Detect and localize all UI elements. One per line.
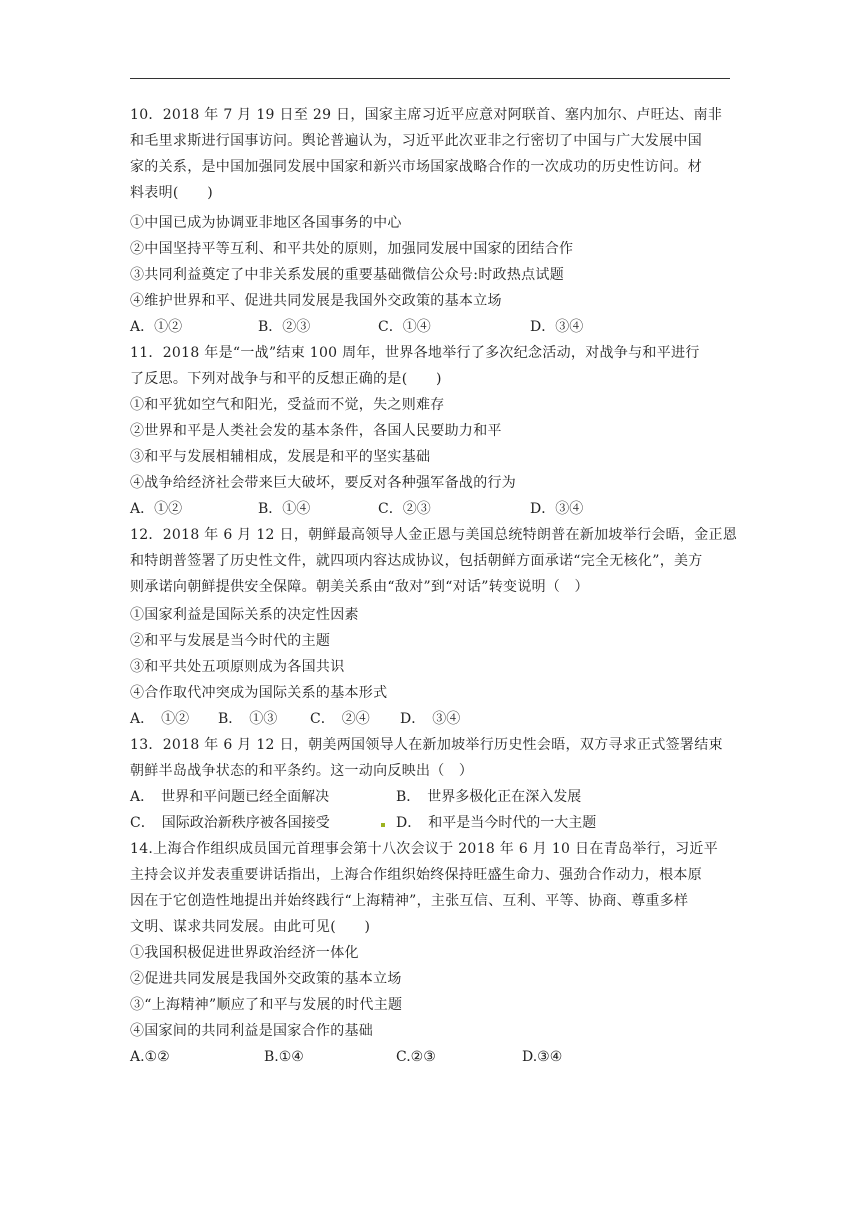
- q12-stem-line-3: 则承诺向朝鲜提供安全保障。朝美关系由“敌对”到“对话”转变说明（ ）: [130, 579, 589, 595]
- q14-stem-line-4: 文明、谋求共同发展。由此可见( ): [130, 919, 371, 935]
- q11-statement-4: ④战争给经济社会带来巨大破坏，要反对各种强军备战的行为: [130, 475, 517, 491]
- q14-statement-4: ④国家间的共同利益是国家合作的基础: [130, 1023, 374, 1039]
- q12-option-a: A． ①②: [130, 711, 190, 727]
- q10-stem-line-4: 料表明( ): [130, 185, 214, 201]
- q12-statement-2: ②和平与发展是当今时代的主题: [130, 633, 331, 649]
- q10-option-b: B．②③: [258, 319, 311, 335]
- q11-statement-3: ③和平与发展相辅相成，发展是和平的坚实基础: [130, 449, 431, 465]
- q14-stem-line-3: 因在于它创造性地提出并始终践行“上海精神”，主张互信、互利、平等、协商、尊重多样: [130, 893, 689, 909]
- q12-stem-line-1: 12．2018 年 6 月 12 日，朝鲜最高领导人金正恩与美国总统特朗普在新加坡举行会晤，金正恩: [130, 527, 738, 543]
- q10-statement-2: ②中国坚持平等互利、和平共处的原则，加强同发展中国家的团结合作: [130, 241, 574, 257]
- q14-stem-line-1: 14.上海合作组织成员国元首理事会第十八次会议于 2018 年 6 月 10 日在青岛举行，习近平: [130, 841, 719, 857]
- q13-stem-line-2: 朝鲜半岛战争状态的和平条约。这一动向反映出（ ）: [130, 763, 474, 779]
- q12-option-c: C． ②④: [310, 711, 370, 727]
- q13-option-c: C． 国际政治新秩序被各国接受: [130, 815, 330, 831]
- q14-option-a: A.①②: [130, 1049, 170, 1065]
- q10-stem-line-1: 10．2018 年 7 月 19 日至 29 日，国家主席习近平应意对阿联首、塞内加尔、卢旺达、南非: [130, 107, 723, 123]
- q12-stem-line-2: 和特朗普签署了历史性文件，就四项内容达成协议，包括朝鲜方面承诺“完全无核化”，美方: [130, 553, 703, 569]
- q13-option-a: A． 世界和平问题已经全面解决: [130, 789, 330, 805]
- header-rule: [130, 78, 730, 79]
- q10-option-d: D．③④: [530, 319, 584, 335]
- q10-stem-line-3: 家的关系，是中国加强同发展中国家和新兴市场国家战略合作的一次成功的历史性访问。材: [130, 159, 702, 175]
- q13-option-d: D． 和平是当今时代的一大主题: [396, 815, 597, 831]
- q14-option-c: C.②③: [396, 1049, 436, 1065]
- green-dot-mark: [381, 823, 385, 827]
- q14-statement-1: ①我国积极促进世界政治经济一体化: [130, 945, 359, 961]
- q11-option-b: B．①④: [258, 501, 311, 517]
- q11-option-a: A．①②: [130, 501, 183, 517]
- q12-statement-1: ①国家利益是国际关系的决定性因素: [130, 607, 359, 623]
- q12-option-b: B． ①③: [218, 711, 278, 727]
- q11-stem-line-1: 11．2018 年是“一战”结束 100 周年，世界各地举行了多次纪念活动，对战争与和平进行: [130, 345, 700, 361]
- q10-statement-4: ④维护世界和平、促进共同发展是我国外交政策的基本立场: [130, 293, 502, 309]
- q11-statement-1: ①和平犹如空气和阳光，受益而不觉，失之则难存: [130, 397, 445, 413]
- q13-stem-line-1: 13．2018 年 6 月 12 日，朝美两国领导人在新加坡举行历史性会晤，双方寻求正式签署结束: [130, 737, 723, 753]
- q11-option-d: D．③④: [530, 501, 584, 517]
- q10-statement-3: ③共同利益奠定了中非关系发展的重要基础微信公众号:时政热点试题: [130, 267, 565, 283]
- q10-stem-line-2: 和毛里求斯进行国事访问。舆论普遍认为，习近平此次亚非之行密切了中国与广大发展中国: [130, 133, 702, 149]
- q12-statement-3: ③和平共处五项原则成为各国共识: [130, 659, 345, 675]
- q14-stem-line-2: 主持会议并发表重要讲话指出，上海合作组织始终保持旺盛生命力、强劲合作动力，根本原: [130, 867, 702, 883]
- q14-option-d: D.③④: [522, 1049, 563, 1065]
- q10-statement-1: ①中国已成为协调亚非地区各国事务的中心: [130, 215, 402, 231]
- q12-option-d: D． ③④: [400, 711, 461, 727]
- q10-option-a: A．①②: [130, 319, 183, 335]
- q14-statement-2: ②促进共同发展是我国外交政策的基本立场: [130, 971, 402, 987]
- q13-option-b: B． 世界多极化正在深入发展: [396, 789, 582, 805]
- q11-option-c: C．②③: [378, 501, 431, 517]
- q11-statement-2: ②世界和平是人类社会发的基本条件，各国人民要助力和平: [130, 423, 502, 439]
- q14-statement-3: ③“上海精神”顺应了和平与发展的时代主题: [130, 997, 403, 1013]
- q10-option-c: C．①④: [378, 319, 431, 335]
- q14-option-b: B.①④: [264, 1049, 304, 1065]
- q11-stem-line-2: 了反思。下列对战争与和平的反想正确的是( ): [130, 371, 442, 387]
- q12-statement-4: ④合作取代冲突成为国际关系的基本形式: [130, 685, 388, 701]
